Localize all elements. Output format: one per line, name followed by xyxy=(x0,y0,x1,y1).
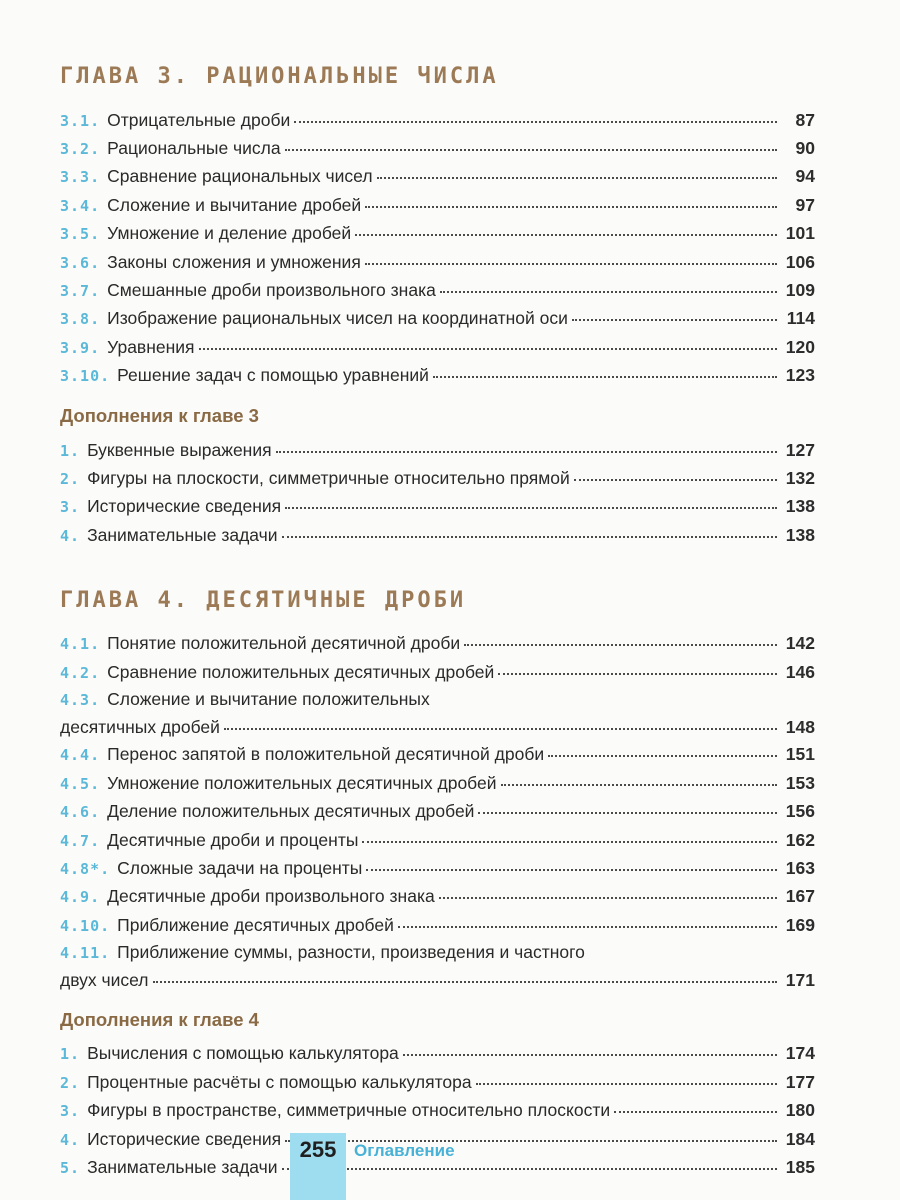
toc-entry-second-line xyxy=(60,967,815,994)
page-ref: 153 xyxy=(785,772,815,793)
page-ref: 185 xyxy=(785,1157,815,1178)
toc-entry[interactable] xyxy=(60,163,815,191)
section-title: Занимательные задачи xyxy=(87,1157,278,1178)
toc-entry-first-line xyxy=(60,687,815,714)
toc-entry-line xyxy=(60,826,815,854)
section-title: Исторические сведения xyxy=(87,496,282,517)
section-title: Смешанные дроби произвольного знака xyxy=(107,279,436,300)
page-ref: 167 xyxy=(785,886,815,907)
section-number: 1. xyxy=(60,1045,81,1064)
section-title: Сложение и вычитание дробей xyxy=(107,194,362,215)
section-title: Фигуры в пространстве, симметричные относительно плоскости xyxy=(87,1100,611,1121)
section-title: Решение задач с помощью уравнений xyxy=(117,365,429,386)
toc-entry-line xyxy=(60,521,815,549)
toc-entry-line xyxy=(60,630,815,658)
section-title-continued: десятичных дробей xyxy=(60,716,220,737)
section-number: 4.8*. xyxy=(60,859,111,878)
supplement-4-title: Дополнения к главе 4 xyxy=(60,1008,259,1030)
page-ref: 162 xyxy=(785,829,815,850)
page-ref: 90 xyxy=(795,137,815,158)
dot-leader xyxy=(403,1037,777,1057)
section-number: 3.9. xyxy=(60,338,101,357)
page-ref: 177 xyxy=(785,1071,815,1092)
footer-section-label: Оглавление xyxy=(354,1141,455,1160)
toc-entry[interactable] xyxy=(60,741,815,769)
supplement-3-title: Дополнения к главе 3 xyxy=(60,405,259,427)
section-title: Сравнение положительных десятичных дробей xyxy=(107,661,495,682)
page-ref: 109 xyxy=(785,279,815,300)
section-number: 4.1. xyxy=(60,635,101,654)
dot-leader xyxy=(478,795,777,815)
section-title: Уравнения xyxy=(107,336,195,357)
page-ref: 146 xyxy=(785,661,815,682)
toc-entry[interactable] xyxy=(60,883,815,911)
supplement-3-list xyxy=(60,436,815,550)
toc-entry-line xyxy=(60,134,815,162)
toc-entry[interactable] xyxy=(60,191,815,219)
page-ref: 142 xyxy=(785,633,815,654)
page-ref: 156 xyxy=(785,801,815,822)
dot-leader xyxy=(572,302,777,322)
chapter-3-title: ГЛАВА 3. РАЦИОНАЛЬНЫЕ ЧИСЛА xyxy=(60,64,499,89)
section-number: 3.10. xyxy=(60,367,111,386)
toc-entry-line xyxy=(60,163,815,191)
toc-entry[interactable] xyxy=(60,1040,815,1068)
section-number: 3. xyxy=(60,498,81,517)
dot-leader xyxy=(282,518,777,538)
dot-leader xyxy=(501,766,777,786)
dot-leader xyxy=(362,823,777,843)
dot-leader xyxy=(614,1094,777,1114)
section-title: Фигуры на плоскости, симметричные относительно прямой xyxy=(87,467,570,488)
section-title: Приближение суммы, разности, произведения и частного xyxy=(117,941,585,962)
dot-leader xyxy=(498,655,777,675)
section-number: 2. xyxy=(60,1073,81,1092)
page-ref: 97 xyxy=(795,194,815,215)
toc-entry-first-line xyxy=(60,940,815,967)
toc-entry[interactable] xyxy=(60,940,815,994)
section-number: 4.4. xyxy=(60,746,101,765)
toc-entry-line xyxy=(60,220,815,248)
page-ref: 120 xyxy=(785,336,815,357)
page-ref: 171 xyxy=(785,970,815,991)
dot-leader xyxy=(439,880,777,900)
toc-entry-line xyxy=(60,248,815,276)
toc-entry-line xyxy=(60,333,815,361)
section-title: Занимательные задачи xyxy=(87,524,278,545)
section-number: 4. xyxy=(60,526,81,545)
page-ref: 138 xyxy=(785,524,815,545)
toc-entry[interactable] xyxy=(60,911,815,939)
section-title: Вычисления с помощью калькулятора xyxy=(87,1043,399,1064)
page-ref: 163 xyxy=(785,857,815,878)
page-number: 255 xyxy=(290,1133,346,1200)
toc-entry[interactable] xyxy=(60,521,815,549)
toc-entry-line xyxy=(60,106,815,134)
toc-entry[interactable] xyxy=(60,333,815,361)
section-title: Процентные расчёты с помощью калькулятора xyxy=(87,1071,472,1092)
toc-entry-line xyxy=(60,741,815,769)
toc-entry-line xyxy=(60,276,815,304)
toc-entry[interactable] xyxy=(60,769,815,797)
section-number: 1. xyxy=(60,441,81,460)
toc-entry[interactable] xyxy=(60,248,815,276)
toc-entry-line xyxy=(60,769,815,797)
toc-entry[interactable] xyxy=(60,106,815,134)
page-ref: 106 xyxy=(785,251,815,272)
section-number: 3.4. xyxy=(60,196,101,215)
toc-entry[interactable] xyxy=(60,826,815,854)
section-title: Сложные задачи на проценты xyxy=(117,857,363,878)
section-title: Деление положительных десятичных дробей xyxy=(107,801,475,822)
section-number: 3.5. xyxy=(60,225,101,244)
page-ref: 180 xyxy=(785,1100,815,1121)
toc-entry-line xyxy=(60,464,815,492)
dot-leader xyxy=(433,359,777,379)
supplement-3-section xyxy=(60,402,815,550)
page-ref: 87 xyxy=(795,109,815,130)
page-ref: 101 xyxy=(785,223,815,244)
toc-entry[interactable] xyxy=(60,220,815,248)
section-title-continued: двух чисел xyxy=(60,970,149,991)
page-ref: 184 xyxy=(785,1128,815,1149)
toc-entry-line xyxy=(60,911,815,939)
toc-entry-line xyxy=(60,191,815,219)
chapter-4-list xyxy=(60,630,815,994)
toc-entry-line xyxy=(60,883,815,911)
page-ref: 114 xyxy=(786,308,815,329)
chapter-4-section xyxy=(60,586,815,994)
dot-leader xyxy=(366,851,777,871)
toc-entry-line xyxy=(60,362,815,390)
dot-leader xyxy=(398,908,777,928)
section-title: Умножение и деление дробей xyxy=(107,223,352,244)
toc-entry[interactable] xyxy=(60,630,815,658)
toc-entry-second-line xyxy=(60,713,815,740)
section-number: 3.8. xyxy=(60,310,101,329)
page-ref: 127 xyxy=(785,439,815,460)
section-number: 3.1. xyxy=(60,111,101,130)
toc-entry[interactable] xyxy=(60,1068,815,1096)
dot-leader xyxy=(224,710,777,730)
toc-entry[interactable] xyxy=(60,305,815,333)
toc-entry-line xyxy=(60,798,815,826)
chapter-4-title: ГЛАВА 4. ДЕСЯТИЧНЫЕ ДРОБИ xyxy=(60,587,467,613)
dot-leader xyxy=(199,330,777,350)
section-title: Рациональные числа xyxy=(107,137,281,158)
section-title: Буквенные выражения xyxy=(87,439,272,460)
section-number: 4.10. xyxy=(60,916,111,935)
dot-leader xyxy=(294,103,777,123)
toc-entry[interactable] xyxy=(60,1097,815,1125)
chapter-3-section xyxy=(60,62,815,390)
toc-entry[interactable] xyxy=(60,464,815,492)
dot-leader xyxy=(355,217,777,237)
page-ref: 174 xyxy=(785,1043,815,1064)
dot-leader xyxy=(464,627,777,647)
section-number: 4.7. xyxy=(60,831,101,850)
toc-entry-line xyxy=(60,493,815,521)
toc-entry[interactable] xyxy=(60,798,815,826)
page-ref: 148 xyxy=(785,716,815,737)
dot-leader xyxy=(548,738,777,758)
dot-leader xyxy=(153,964,778,984)
section-number: 3.3. xyxy=(60,168,101,187)
toc-entry-line xyxy=(60,436,815,464)
section-number: 2. xyxy=(60,469,81,488)
toc-entry[interactable] xyxy=(60,687,815,741)
section-title: Приближение десятичных дробей xyxy=(117,914,394,935)
toc-entry[interactable] xyxy=(60,276,815,304)
page-ref: 94 xyxy=(795,166,815,187)
toc-entry[interactable] xyxy=(60,362,815,390)
section-number: 4.6. xyxy=(60,803,101,822)
toc-entry-line xyxy=(60,658,815,686)
section-title: Сравнение рациональных чисел xyxy=(107,166,373,187)
chapter-spacer xyxy=(60,550,815,586)
dot-leader xyxy=(440,273,777,293)
section-title: Перенос запятой в положительной десятичной дроби xyxy=(107,744,545,765)
page-ref: 169 xyxy=(785,914,815,935)
page-footer xyxy=(290,1133,900,1200)
section-title: Умножение положительных десятичных дробей xyxy=(107,772,497,793)
dot-leader xyxy=(365,188,777,208)
section-number: 3.6. xyxy=(60,253,101,272)
page-ref: 151 xyxy=(785,744,815,765)
toc-entry-line xyxy=(60,305,815,333)
dot-leader xyxy=(285,131,777,151)
toc-entry-line xyxy=(60,1068,815,1096)
section-number: 4.2. xyxy=(60,663,101,682)
toc-entry-line xyxy=(60,854,815,882)
section-number: 4.5. xyxy=(60,774,101,793)
dot-leader xyxy=(574,461,777,481)
toc-entry[interactable] xyxy=(60,436,815,464)
page-ref: 132 xyxy=(785,467,815,488)
toc-entry[interactable] xyxy=(60,134,815,162)
page-ref: 123 xyxy=(785,365,815,386)
dot-leader xyxy=(276,433,777,453)
toc-entry[interactable] xyxy=(60,493,815,521)
section-title: Десятичные дроби и проценты xyxy=(107,829,359,850)
dot-leader xyxy=(285,490,777,510)
toc-entry-line xyxy=(60,1097,815,1125)
section-title: Исторические сведения xyxy=(87,1128,282,1149)
section-title: Изображение рациональных чисел на координатной оси xyxy=(107,308,568,329)
toc-entry-line xyxy=(60,1040,815,1068)
section-title: Десятичные дроби произвольного знака xyxy=(107,886,435,907)
toc-entry[interactable] xyxy=(60,854,815,882)
section-title: Понятие положительной десятичной дроби xyxy=(107,633,461,654)
section-number: 4. xyxy=(60,1130,81,1149)
section-number: 3.7. xyxy=(60,281,101,300)
section-title: Законы сложения и умножения xyxy=(107,251,361,272)
section-number: 4.9. xyxy=(60,888,101,907)
dot-leader xyxy=(365,245,777,265)
section-number: 3.2. xyxy=(60,139,101,158)
section-number: 3. xyxy=(60,1102,81,1121)
dot-leader xyxy=(476,1065,777,1085)
chapter-3-list xyxy=(60,106,815,390)
section-title: Отрицательные дроби xyxy=(107,109,291,130)
section-title: Сложение и вычитание положительных xyxy=(107,688,430,709)
toc-entry[interactable] xyxy=(60,658,815,686)
page-ref: 138 xyxy=(785,496,815,517)
section-number: 5. xyxy=(60,1159,81,1178)
section-number: 4.3. xyxy=(60,690,101,709)
table-of-contents xyxy=(60,62,815,1182)
dot-leader xyxy=(377,160,777,180)
section-number: 4.11. xyxy=(60,943,111,962)
